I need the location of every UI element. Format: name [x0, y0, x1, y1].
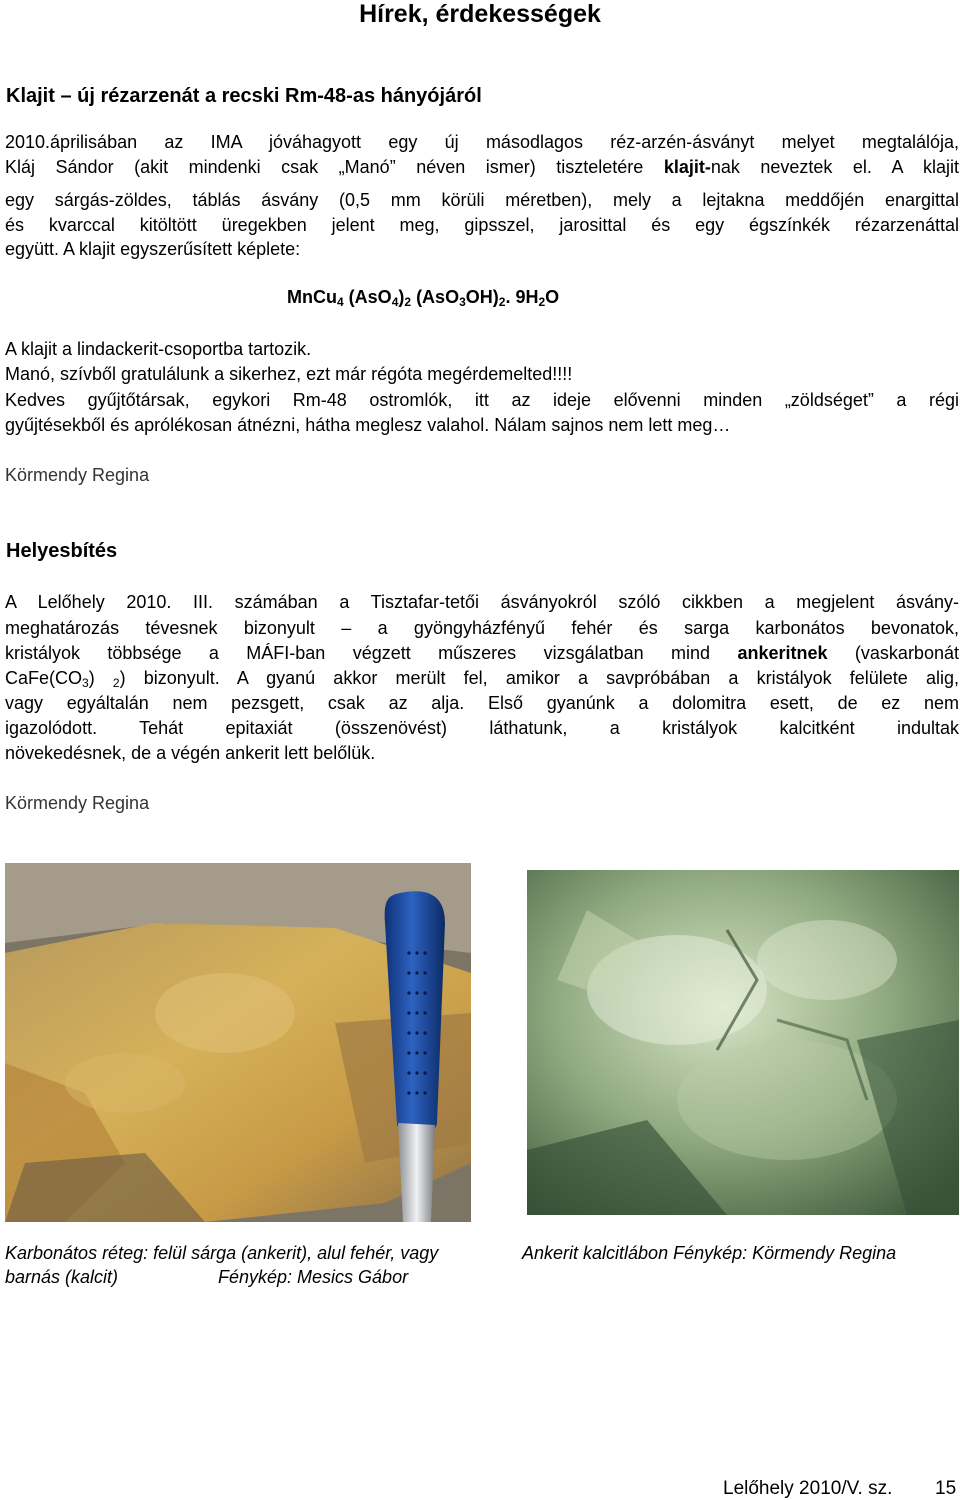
article1-line: és kvarccal kitöltött üregekben jelent meg, gipsszel, jarosittal és egy égszínkék rézarzenáttal: [5, 215, 959, 235]
article2-line: igazolódott. Tehát epitaxiát (összenövést) láthatunk, a kristályok kalcitként indultak: [5, 718, 959, 738]
article2-line: meghatározás tévesnek bizonyult – a gyöngyházfényű fehér és sarga karbonátos bevonatok,: [5, 618, 959, 638]
caption-right: Ankerit kalcitlábon Fénykép: Körmendy Regina: [522, 1243, 897, 1263]
article2-line: A Lelőhely 2010. III. számában a Tisztafar-tetői ásványokról szóló cikkben a megjelent ásvány-: [5, 592, 959, 612]
caption-left-line2: barnás (kalcit): [5, 1267, 119, 1287]
article1-line: gyűjtésekből és aprólékosan átnézni, hátha meglesz valahol. Nálam sajnos nem lett meg…: [5, 415, 731, 435]
article2-line: $CaFe(CO_3)$ $_2$) bizonyult. A gyanú akkor merült fel, amikor a savpróbában a kristályok felülete alig,: [5, 668, 959, 690]
page-number: 15: [935, 1478, 957, 1499]
article2-line: vagy egyáltalán nem pezsgett, csak az alja. Első gyanúnk a dolomitra esett, de ez nem: [5, 693, 959, 713]
article1-line: egy sárgás-zöldes, táblás ásvány (0,5 mm körüli méretben), mely a lejtakna meddőjén enargittal: [5, 190, 959, 210]
klajit-bold: klajit-: [663, 157, 711, 177]
article2-line: növekedésnek, de a végén ankerit lett belőlük.: [5, 743, 376, 763]
group-sentence: A klajit a lindackerit-csoportba tartozik.: [5, 339, 312, 359]
article1-line: Kedves gyűjtőtársak, egykori Rm-48 ostromlók, itt az ideje elővenni minden „zöldséget” a régi: [5, 390, 959, 410]
footer-journal: Lelőhely 2010/V. sz.: [723, 1478, 893, 1499]
article1-line: [5, 155, 959, 180]
congratulation-sentence: Manó, szívből gratulálunk a sikerhez, ezt már régóta megérdemelted!!!!: [5, 364, 573, 384]
article1-line: 2010.áprilisában az IMA jóváhagyott egy új másodlagos réz-arzén-ásványt melyet megtalálója,: [5, 132, 959, 152]
caption-left-line1: Karbonátos réteg: felül sárga (ankerit), alul fehér, vagy: [5, 1243, 439, 1263]
article2-line: kristályok többsége a MÁFI-ban végzett műszeres vizsgálatban mind ankeritnek (vaskarbonát: [5, 643, 959, 663]
photo-ankerite-on-calcite: [527, 870, 959, 1215]
article1-line: együtt. A klajit egyszerűsített képlete:: [5, 239, 301, 259]
page-title: Hírek, érdekességek: [359, 0, 601, 28]
ankerit-bold: ankeritnek: [737, 643, 828, 663]
article1-text: Kláj Sándor (akit mindenki csak „Manó” néven ismer) tiszteletére: [5, 157, 644, 177]
author-signature: Körmendy Regina: [5, 793, 150, 813]
rock-hammer-photo: [5, 863, 471, 1222]
author-signature: Körmendy Regina: [5, 465, 150, 485]
article-title-klajit: Klajit – új rézarzenát a recski Rm-48-as hányójáról: [6, 85, 482, 107]
caption-left-credit: Fénykép: Mesics Gábor: [218, 1267, 409, 1287]
photo-carbonate-layer: [5, 863, 471, 1222]
article1-text: nak neveztek el. A klajit: [710, 157, 959, 177]
klajit-formula: MnCu$_4$ $(AsO_4)_2$ $(AsO_3OH)_2$. $9H_2O$: [287, 287, 560, 309]
crystal-photo: [527, 870, 959, 1215]
article-title-correction: Helyesbítés: [6, 540, 118, 562]
